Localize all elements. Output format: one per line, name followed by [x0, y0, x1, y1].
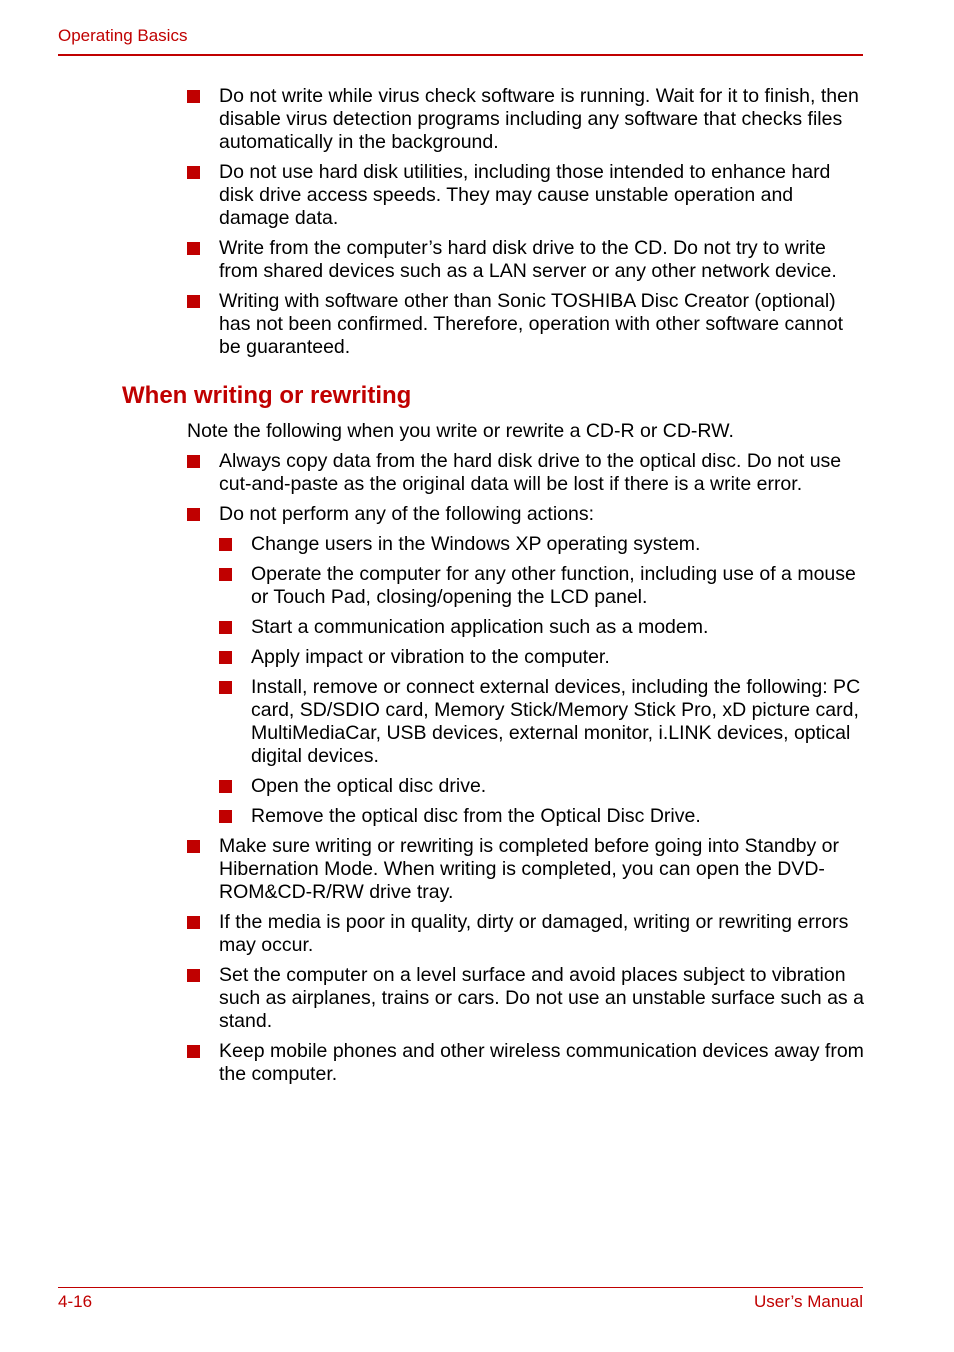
list-item: Do not use hard disk utilities, including those intended to enhance hard disk drive access speeds. They may cause unstable operation and damage data. — [219, 161, 864, 230]
list-item: If the media is poor in quality, dirty or damaged, writing or rewriting errors may occur. — [219, 911, 864, 957]
square-bullet-icon — [219, 651, 232, 664]
sub-list-item: Open the optical disc drive. — [251, 775, 864, 798]
header-rule — [58, 54, 863, 56]
sub-list-item: Remove the optical disc from the Optical Disc Drive. — [251, 805, 864, 828]
square-bullet-icon — [219, 681, 232, 694]
square-bullet-icon — [187, 455, 200, 468]
list-item: Do not perform any of the following actions: Change users in the Windows XP operating system. Operate the computer for any other function, including use of a mouse or Touch Pad, closing/opening the LCD panel. Start a communication application such as a modem. Apply impact or vibration to the computer. Install, remove or connect external devices, including the following: PC card, SD/SDIO card, Memory Stick/Memory Stick Pro, xD picture card, MultiMediaCar, USB devices, external monitor, i.LINK devices, optical digital devices. Open the optical disc drive. Remove the optical disc from the Optical Disc Drive. — [219, 503, 864, 828]
square-bullet-icon — [187, 242, 200, 255]
sub-list-item: Change users in the Windows XP operating system. — [251, 533, 864, 556]
square-bullet-icon — [187, 969, 200, 982]
square-bullet-icon — [219, 538, 232, 551]
sub-list-item: Operate the computer for any other function, including use of a mouse or Touch Pad, closing/opening the LCD panel. — [251, 563, 864, 609]
square-bullet-icon — [187, 916, 200, 929]
square-bullet-icon — [219, 810, 232, 823]
sub-list-item: Install, remove or connect external devices, including the following: PC card, SD/SDIO card, Memory Stick/Memory Stick Pro, xD picture card, MultiMediaCar, USB devices, external monitor, i.LINK devices, optical digital devices. — [251, 676, 864, 768]
page-content — [0, 85, 954, 1093]
square-bullet-icon — [187, 90, 200, 103]
forbidden-actions-list — [219, 533, 864, 828]
sub-list-item: Apply impact or vibration to the computer. — [251, 646, 864, 669]
running-header: Operating Basics — [58, 26, 188, 45]
square-bullet-icon — [219, 568, 232, 581]
square-bullet-icon — [187, 840, 200, 853]
list-item: Make sure writing or rewriting is completed before going into Standby or Hibernation Mode. When writing is completed, you can open the DVD-ROM&CD-R/RW drive tray. — [219, 835, 864, 904]
writing-list — [0, 450, 954, 1086]
section-heading: When writing or rewriting — [122, 382, 412, 409]
footer-rule — [58, 1287, 863, 1288]
list-item: Set the computer on a level surface and avoid places subject to vibration such as airplanes, trains or cars. Do not use an unstable surface such as a stand. — [219, 964, 864, 1033]
square-bullet-icon — [187, 1045, 200, 1058]
square-bullet-icon — [187, 166, 200, 179]
list-item: Do not write while virus check software is running. Wait for it to finish, then disable virus detection programs including any software that checks files automatically in the background. — [219, 85, 864, 154]
precaution-list — [0, 85, 954, 359]
list-item: Keep mobile phones and other wireless communication devices away from the computer. — [219, 1040, 864, 1086]
list-item: Write from the computer’s hard disk drive to the CD. Do not try to write from shared devices such as a LAN server or any other network device. — [219, 237, 864, 283]
square-bullet-icon — [187, 295, 200, 308]
list-item: Writing with software other than Sonic TOSHIBA Disc Creator (optional) has not been confirmed. Therefore, operation with other software cannot be guaranteed. — [219, 290, 864, 359]
section-intro: Note the following when you write or rewrite a CD-R or CD-RW. — [187, 420, 734, 442]
list-item: Always copy data from the hard disk drive to the optical disc. Do not use cut-and-paste as the original data will be lost if there is a write error. — [219, 450, 864, 496]
sub-list-item: Start a communication application such as a modem. — [251, 616, 864, 639]
square-bullet-icon — [219, 621, 232, 634]
manual-title: User’s Manual — [754, 1292, 863, 1311]
square-bullet-icon — [219, 780, 232, 793]
page-number: 4-16 — [58, 1292, 93, 1311]
square-bullet-icon — [187, 508, 200, 521]
